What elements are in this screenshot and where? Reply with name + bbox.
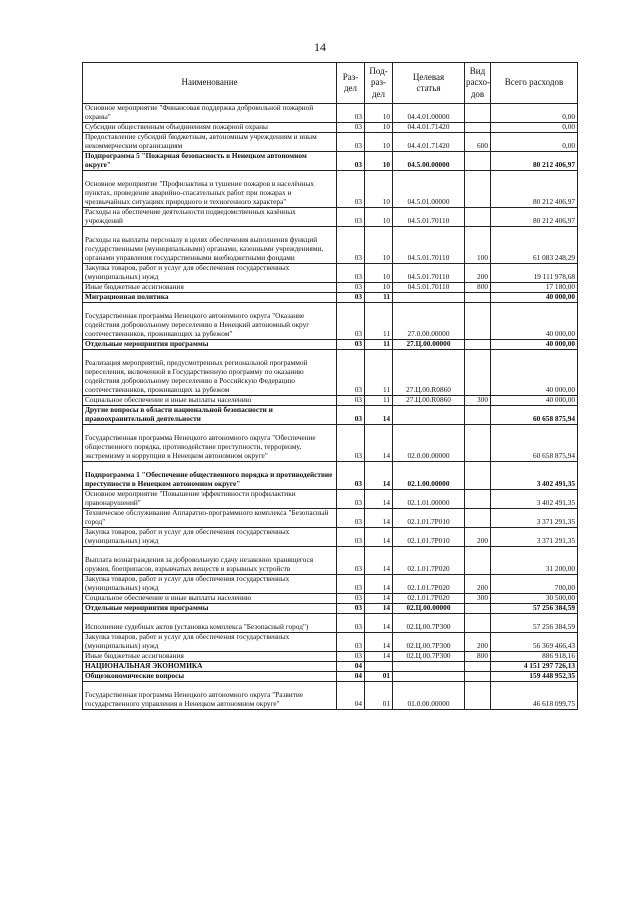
- row-amount: 3 402 491,35: [491, 490, 578, 509]
- row-vid: 300: [465, 594, 491, 604]
- row-razdel: 03: [337, 652, 365, 662]
- row-target: 04.4.01.71420: [393, 123, 465, 133]
- row-amount: 57 256 384,59: [491, 614, 578, 633]
- row-name: Реализация мероприятий, предусмотренных региональной программой переселения, включенной в Государственную программу по оказанию содействия добровольному переселению в Российскую Федерацию соотечественников, проживающих за рубежом: [83, 350, 337, 396]
- row-podrazdel: 14: [365, 490, 393, 509]
- table-row: [83, 662, 578, 672]
- row-name: Социальное обеспечение и иные выплаты населению: [83, 594, 337, 604]
- row-podrazdel: 10: [365, 171, 393, 208]
- table-row: [83, 528, 578, 547]
- table-body: [83, 104, 578, 710]
- row-vid: [465, 662, 491, 672]
- table-row: [83, 123, 578, 133]
- row-podrazdel: 14: [365, 652, 393, 662]
- row-target: [393, 662, 465, 672]
- row-podrazdel: 14: [365, 633, 393, 652]
- table-row: [83, 594, 578, 604]
- header-name: Наименование: [83, 63, 337, 104]
- row-amount: 57 256 384,59: [491, 604, 578, 614]
- table-row: [83, 396, 578, 406]
- row-razdel: 03: [337, 633, 365, 652]
- row-amount: 40 000,00: [491, 340, 578, 350]
- row-amount: 31 200,00: [491, 547, 578, 575]
- row-amount: 80 212 406,97: [491, 152, 578, 171]
- row-name: Закупка товаров, работ и услуг для обеспечения государственных (муниципальных) нужд: [83, 575, 337, 594]
- row-podrazdel: 01: [365, 672, 393, 682]
- row-vid: [465, 425, 491, 462]
- header-razdel: Раз- дел: [337, 63, 365, 104]
- row-name: Закупка товаров, работ и услуг для обеспечения государственных (муниципальных) нужд: [83, 528, 337, 547]
- row-name: Субсидии общественным объединениям пожарной охраны: [83, 123, 337, 133]
- row-target: 02.Ц.00.7Р300: [393, 614, 465, 633]
- row-amount: 700,00: [491, 575, 578, 594]
- row-razdel: 03: [337, 547, 365, 575]
- row-vid: [465, 340, 491, 350]
- row-vid: [465, 614, 491, 633]
- row-target: 02.1.00.00000: [393, 462, 465, 490]
- table-row: [83, 208, 578, 227]
- row-name: Подпрограмма 5 "Пожарная безопасность в Ненецком автономном округе": [83, 152, 337, 171]
- table-row: [83, 283, 578, 293]
- row-razdel: 03: [337, 594, 365, 604]
- row-podrazdel: 14: [365, 528, 393, 547]
- header-podrazdel: Под- раз- дел: [365, 63, 393, 104]
- row-target: 27.0.00.00000: [393, 303, 465, 340]
- row-target: 27.Ц.00.R0860: [393, 350, 465, 396]
- row-razdel: 03: [337, 283, 365, 293]
- table-row: [83, 104, 578, 123]
- row-target: 04.5.01.00000: [393, 171, 465, 208]
- row-target: 02.1.01.7Р020: [393, 575, 465, 594]
- row-razdel: 03: [337, 264, 365, 283]
- row-podrazdel: 14: [365, 614, 393, 633]
- row-razdel: 03: [337, 303, 365, 340]
- row-podrazdel: 10: [365, 283, 393, 293]
- row-razdel: 03: [337, 104, 365, 123]
- table-row: [83, 425, 578, 462]
- row-razdel: 03: [337, 462, 365, 490]
- row-razdel: 03: [337, 208, 365, 227]
- row-vid: 300: [465, 396, 491, 406]
- table-row: [83, 303, 578, 340]
- row-target: 02.1.01.7Р020: [393, 594, 465, 604]
- row-razdel: 03: [337, 152, 365, 171]
- row-vid: [465, 303, 491, 340]
- row-amount: 40 000,00: [491, 350, 578, 396]
- row-target: 02.1.01.00000: [393, 490, 465, 509]
- row-name: Основное мероприятие "Повышение эффективности профилактики правонарушений": [83, 490, 337, 509]
- table-row: [83, 547, 578, 575]
- row-podrazdel: 11: [365, 396, 393, 406]
- row-vid: [465, 104, 491, 123]
- row-amount: 3 371 291,35: [491, 509, 578, 528]
- row-podrazdel: 11: [365, 293, 393, 303]
- row-amount: 80 212 406,97: [491, 208, 578, 227]
- row-razdel: 04: [337, 672, 365, 682]
- row-target: 01.0.00.00000: [393, 682, 465, 710]
- row-vid: [465, 462, 491, 490]
- table-row: [83, 490, 578, 509]
- row-name: Общеэкономические вопросы: [83, 672, 337, 682]
- table-row: [83, 264, 578, 283]
- row-vid: [465, 547, 491, 575]
- row-podrazdel: 10: [365, 227, 393, 264]
- row-podrazdel: 10: [365, 133, 393, 152]
- row-target: [393, 406, 465, 425]
- row-vid: 200: [465, 633, 491, 652]
- row-razdel: 03: [337, 509, 365, 528]
- table-row: [83, 672, 578, 682]
- row-razdel: 03: [337, 528, 365, 547]
- row-vid: 200: [465, 528, 491, 547]
- row-amount: 4 151 297 726,13: [491, 662, 578, 672]
- table-row: [83, 652, 578, 662]
- row-razdel: 04: [337, 682, 365, 710]
- table-row: [83, 614, 578, 633]
- row-name: Иные бюджетные ассигнования: [83, 283, 337, 293]
- row-razdel: 03: [337, 340, 365, 350]
- header-vid: Вид расхо- дов: [465, 63, 491, 104]
- row-razdel: 03: [337, 227, 365, 264]
- row-podrazdel: 14: [365, 604, 393, 614]
- header-target: Целевая статья: [393, 63, 465, 104]
- row-amount: 3 402 491,35: [491, 462, 578, 490]
- table-row: [83, 133, 578, 152]
- row-podrazdel: 11: [365, 340, 393, 350]
- row-name: Закупка товаров, работ и услуг для обеспечения государственных (муниципальных) нужд: [83, 633, 337, 652]
- row-podrazdel: 01: [365, 682, 393, 710]
- row-name: Государственная программа Ненецкого автономного округа "Обеспечение общественного порядка, противодействие преступности, терроризму, экстремизму и коррупции в Ненецком автономном округе": [83, 425, 337, 462]
- row-name: Социальное обеспечение и иные выплаты населению: [83, 396, 337, 406]
- row-vid: [465, 171, 491, 208]
- row-amount: 40 000,00: [491, 303, 578, 340]
- row-target: 04.5.01.70110: [393, 208, 465, 227]
- row-razdel: 03: [337, 133, 365, 152]
- row-razdel: 03: [337, 614, 365, 633]
- row-target: 04.5.01.70110: [393, 227, 465, 264]
- row-razdel: 03: [337, 406, 365, 425]
- row-podrazdel: 14: [365, 462, 393, 490]
- row-name: Основное мероприятие "Финансовая поддержка добровольной пожарной охраны": [83, 104, 337, 123]
- row-podrazdel: 14: [365, 425, 393, 462]
- row-name: Подпрограмма 1 "Обеспечение общественного порядка и противодействие преступности в Ненецком автономном округе": [83, 462, 337, 490]
- row-vid: [465, 406, 491, 425]
- row-amount: 40 000,00: [491, 396, 578, 406]
- table-row: [83, 350, 578, 396]
- row-amount: 60 658 875,94: [491, 425, 578, 462]
- row-amount: 886 918,16: [491, 652, 578, 662]
- table-row: [83, 682, 578, 710]
- row-amount: 17 180,00: [491, 283, 578, 293]
- row-podrazdel: 14: [365, 547, 393, 575]
- table-row: [83, 462, 578, 490]
- table-row: [83, 604, 578, 614]
- row-vid: 200: [465, 264, 491, 283]
- table-row: [83, 293, 578, 303]
- row-target: 02.1.01.7Р010: [393, 528, 465, 547]
- row-target: 04.5.01.70110: [393, 264, 465, 283]
- row-name: Отдельные мероприятия программы: [83, 604, 337, 614]
- row-podrazdel: 11: [365, 350, 393, 396]
- row-vid: [465, 293, 491, 303]
- row-target: 02.Ц.00.7Р300: [393, 652, 465, 662]
- row-podrazdel: 14: [365, 406, 393, 425]
- row-name: Техническое обслуживание Аппаратно-программного комплекса "Безопасный город": [83, 509, 337, 528]
- table-row: [83, 406, 578, 425]
- row-target: 27.Ц.00.00000: [393, 340, 465, 350]
- row-podrazdel: [365, 662, 393, 672]
- row-razdel: 03: [337, 396, 365, 406]
- row-razdel: 03: [337, 293, 365, 303]
- row-target: [393, 293, 465, 303]
- page-number: 14: [314, 40, 326, 54]
- row-vid: [465, 208, 491, 227]
- row-target: 04.5.01.70110: [393, 283, 465, 293]
- table-row: [83, 340, 578, 350]
- row-amount: 46 618 099,75: [491, 682, 578, 710]
- row-vid: 600: [465, 133, 491, 152]
- row-name: Отдельные мероприятия программы: [83, 340, 337, 350]
- row-vid: [465, 350, 491, 396]
- row-amount: 56 369 466,43: [491, 633, 578, 652]
- row-vid: 800: [465, 652, 491, 662]
- row-name: Основное мероприятие "Профилактика и тушение пожаров в населённых пунктах, проведение аварийно-спасательных работ при пожарах и чрезвычайных ситуациях природного и техногенного характера": [83, 171, 337, 208]
- row-target: 02.Ц.00.00000: [393, 604, 465, 614]
- row-name: НАЦИОНАЛЬНАЯ ЭКОНОМИКА: [83, 662, 337, 672]
- row-name: Миграционная политика: [83, 293, 337, 303]
- row-podrazdel: 14: [365, 575, 393, 594]
- row-razdel: 04: [337, 662, 365, 672]
- table-header-row: [83, 63, 578, 104]
- row-razdel: 03: [337, 123, 365, 133]
- row-amount: 3 371 291,35: [491, 528, 578, 547]
- table-row: [83, 509, 578, 528]
- row-name: Исполнение судебных актов (установка комплекса "Безопасный город"): [83, 614, 337, 633]
- row-amount: 60 658 875,94: [491, 406, 578, 425]
- table-row: [83, 575, 578, 594]
- row-podrazdel: 14: [365, 509, 393, 528]
- row-podrazdel: 10: [365, 123, 393, 133]
- row-podrazdel: 10: [365, 208, 393, 227]
- table-row: [83, 633, 578, 652]
- row-podrazdel: 10: [365, 152, 393, 171]
- row-vid: 200: [465, 575, 491, 594]
- budget-table: [82, 62, 578, 710]
- row-name: Иные бюджетные ассигнования: [83, 652, 337, 662]
- row-target: 02.1.01.7Р010: [393, 509, 465, 528]
- row-name: Расходы на выплаты персоналу в целях обеспечения выполнения функций государственными (муниципальными) органами, казенными учреждениями, органами управления государственными внебюджетными фондами: [83, 227, 337, 264]
- header-total: Всего расходов: [491, 63, 578, 104]
- row-target: 02.Ц.00.7Р300: [393, 633, 465, 652]
- row-target: 04.4.01.71420: [393, 133, 465, 152]
- row-target: 27.Ц.00.R0860: [393, 396, 465, 406]
- row-target: 04.5.00.00000: [393, 152, 465, 171]
- row-podrazdel: 10: [365, 104, 393, 123]
- row-name: Расходы на обеспечение деятельности подведомственных казённых учреждений: [83, 208, 337, 227]
- row-razdel: 03: [337, 171, 365, 208]
- row-podrazdel: 11: [365, 303, 393, 340]
- row-vid: [465, 123, 491, 133]
- row-vid: 800: [465, 283, 491, 293]
- row-vid: [465, 604, 491, 614]
- row-razdel: 03: [337, 425, 365, 462]
- row-target: 02.1.01.7Р020: [393, 547, 465, 575]
- row-podrazdel: 10: [365, 264, 393, 283]
- row-name: Предоставление субсидий бюджетным, автономным учреждениям и иным некоммерческим организациям: [83, 133, 337, 152]
- row-vid: 100: [465, 227, 491, 264]
- row-target: 04.4.01.00000: [393, 104, 465, 123]
- row-razdel: 03: [337, 350, 365, 396]
- row-razdel: 03: [337, 575, 365, 594]
- row-vid: [465, 672, 491, 682]
- table-row: [83, 171, 578, 208]
- row-podrazdel: 14: [365, 594, 393, 604]
- row-target: [393, 672, 465, 682]
- row-amount: 0,00: [491, 123, 578, 133]
- table-row: [83, 152, 578, 171]
- row-name: Закупка товаров, работ и услуг для обеспечения государственных (муниципальных) нужд: [83, 264, 337, 283]
- row-name: Государственная программа Ненецкого автономного округа "Развитие государственного управления в Ненецком автономном округе": [83, 682, 337, 710]
- row-target: 02.0.00.00000: [393, 425, 465, 462]
- table-row: [83, 227, 578, 264]
- row-amount: 0,00: [491, 104, 578, 123]
- row-vid: [465, 152, 491, 171]
- row-amount: 0,00: [491, 133, 578, 152]
- row-amount: 19 111 978,68: [491, 264, 578, 283]
- row-name: Другие вопросы в области национальной безопасности и правоохранительной деятельности: [83, 406, 337, 425]
- row-amount: 61 083 248,29: [491, 227, 578, 264]
- row-name: Государственная программа Ненецкого автономного округа "Оказание содействия добровольному переселению в Ненецкий автономный округ соотечественников, проживающих за рубежом": [83, 303, 337, 340]
- row-vid: [465, 490, 491, 509]
- row-vid: [465, 682, 491, 710]
- row-amount: 80 212 406,97: [491, 171, 578, 208]
- row-amount: 30 500,00: [491, 594, 578, 604]
- row-vid: [465, 509, 491, 528]
- row-razdel: 03: [337, 490, 365, 509]
- row-amount: 159 448 952,35: [491, 672, 578, 682]
- row-amount: 40 000,00: [491, 293, 578, 303]
- row-razdel: 03: [337, 604, 365, 614]
- row-name: Выплата вознаграждения за добровольную сдачу незаконно хранящегося оружия, боеприпасов, взрывчатых веществ и взрывных устройств: [83, 547, 337, 575]
